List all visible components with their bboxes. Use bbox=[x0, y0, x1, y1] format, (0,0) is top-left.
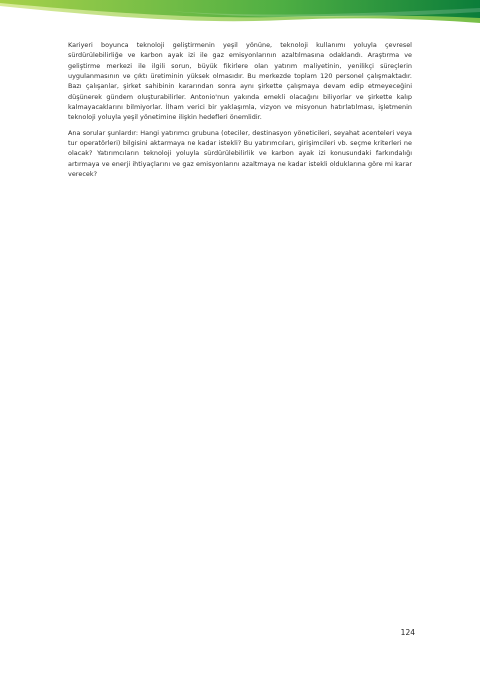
paragraph-1: Kariyeri boyunca teknoloji geliştirmenin yeşil yönüne, teknoloji kullanımı yoluyla çevresel sürdürülebilirliğe ve karbon ayak izi ile gaz emisyonlarının azaltılmasına odaklandı. Araştırma ve geliştirme merkezi ile ilgili sorun, büyük fikirlere olan yatırım maliyetinin, yenilikçi süreçlerin uygulanmasının ve çıktı üretiminin yüksek olmasıdır. Bu merkezde toplam 120 personel çalışmaktadır. Bazı çalışanlar, şirket sahibinin kararından sonra aynı şirkette çalışmaya devam edip etmeyeceğini düşünerek gündem oluşturabilirler. Antonio'nun yakında emekli olacağını biliyorlar ve şirkette kalıp kalmayacaklarını bilmiyorlar. İlham verici bir yaklaşımla, vizyon ve misyonun hatırlatılması, işletmenin teknoloji yoluyla yeşil yönetimine ilişkin hedefleri önemlidir. bbox=[68, 41, 412, 122]
paragraph-2: Ana sorular şunlardır: Hangi yatırımcı grubuna (oteciler, destinasyon yöneticileri, seyahat acenteleri veya tur operatörleri) bilgisini aktarmaya ne kadar istekli? Bu yatırımcıları, girişimcileri vb. seçme kriterleri ne olacak? Yatırımcıların teknoloji yoluyla sürdürülebilirlik ve karbon ayak izi konusundaki farkındalığı artırmaya ve enerji ihtiyaçlarını ve gaz emisyonlarını azaltmaya ne kadar istekli olduklarına göre mi karar verecek? bbox=[68, 128, 412, 179]
page-number: 124 bbox=[400, 628, 415, 637]
top-green-wave-band bbox=[0, 0, 480, 24]
document-content bbox=[68, 40, 412, 179]
